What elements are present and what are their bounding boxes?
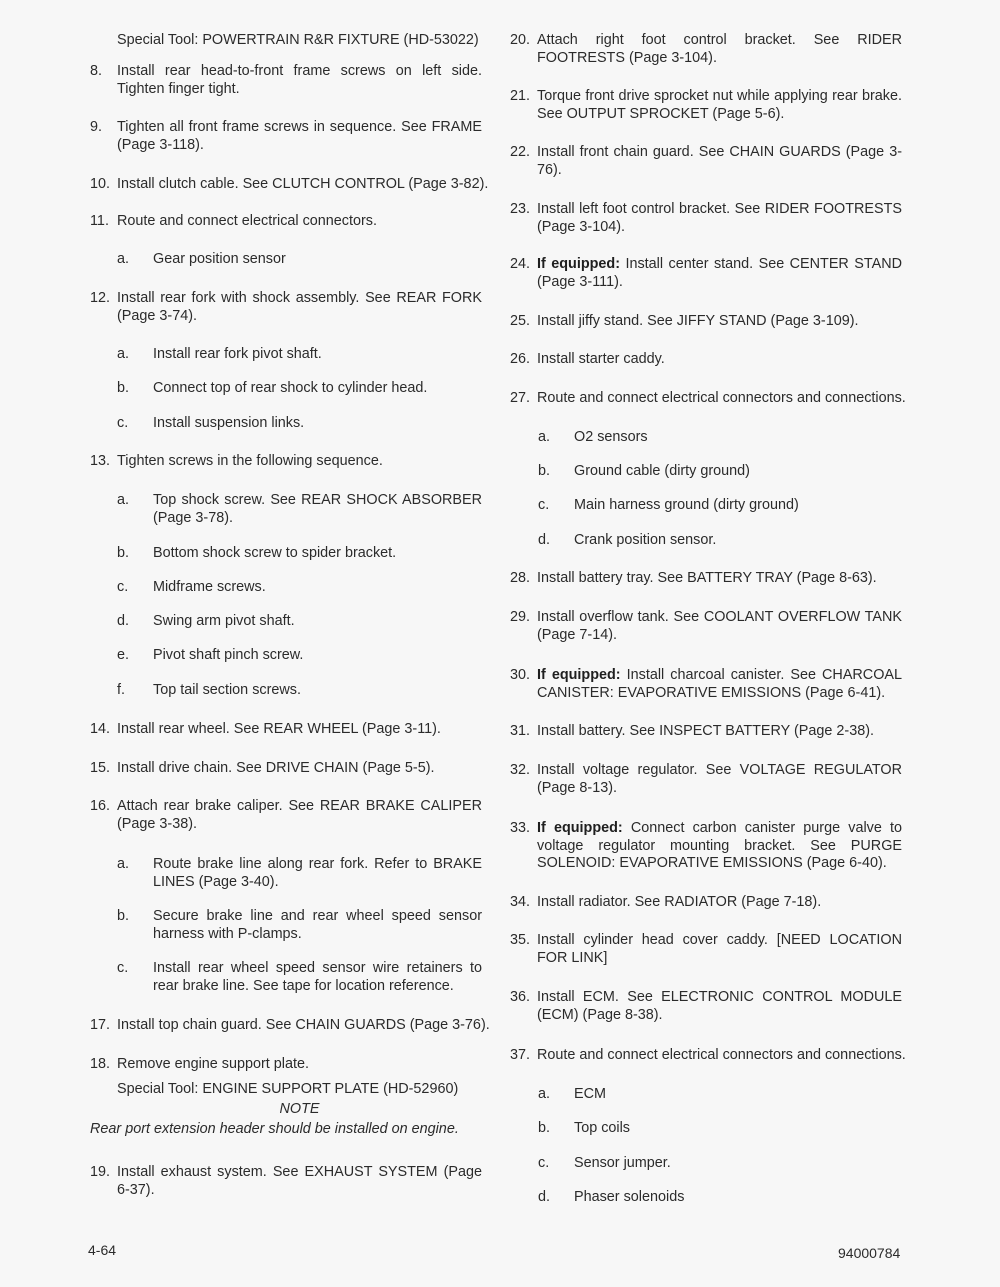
step-19 bbox=[90, 1164, 482, 1199]
step-11 bbox=[90, 213, 482, 231]
step-14 bbox=[90, 721, 482, 739]
step-text: Install left foot control bracket. See RIDER FOOTRESTS (Page 3-104). bbox=[537, 201, 902, 235]
if-equipped-label: If equipped: bbox=[537, 820, 623, 836]
substep-letter: d. bbox=[538, 532, 551, 548]
substep-text: Secure brake line and rear wheel speed sensor harness with P-clamps. bbox=[153, 908, 482, 942]
substep-12a bbox=[117, 346, 482, 364]
substep-16c bbox=[117, 960, 482, 995]
step-text: Install exhaust system. See EXHAUST SYSTEM (Page 6-37). bbox=[117, 1164, 482, 1198]
substep-letter: a. bbox=[538, 429, 551, 445]
step-text: Torque front drive sprocket nut while applying rear brake. See OUTPUT SPROCKET (Page 5-6). bbox=[537, 88, 902, 122]
step-24 bbox=[510, 256, 902, 291]
step-number: 11. bbox=[90, 213, 109, 229]
substep-letter: d. bbox=[117, 613, 130, 629]
step-number: 34. bbox=[510, 894, 531, 910]
substep-text: Top coils bbox=[574, 1120, 630, 1136]
step-text: Remove engine support plate. bbox=[117, 1056, 309, 1072]
if-equipped-label: If equipped: bbox=[537, 256, 620, 272]
step-34 bbox=[510, 894, 902, 912]
substep-27c bbox=[538, 497, 902, 515]
substep-text: Ground cable (dirty ground) bbox=[574, 463, 750, 479]
step-text-rest: Connect carbon canister purge valve to voltage regulator mounting bracket. See PURGE SOLENOID: EVAPORATIVE EMISSIONS (Page 6-40). bbox=[537, 820, 902, 871]
step-36 bbox=[510, 989, 902, 1024]
substep-37d bbox=[538, 1189, 902, 1207]
substep-letter: c. bbox=[538, 1155, 550, 1171]
step-30 bbox=[510, 667, 902, 702]
substep-text: Sensor jumper. bbox=[574, 1155, 671, 1171]
substep-16b bbox=[117, 908, 482, 943]
step-text: Attach rear brake caliper. See REAR BRAKE CALIPER (Page 3-38). bbox=[117, 798, 482, 832]
substep-12c bbox=[117, 415, 482, 433]
substep-letter: a. bbox=[117, 492, 130, 508]
step-number: 22. bbox=[510, 144, 531, 160]
substep-text: Install suspension links. bbox=[153, 415, 305, 431]
step-text-rest: Install charcoal canister. See CHARCOAL CANISTER: EVAPORATIVE EMISSIONS (Page 6-41). bbox=[537, 667, 902, 701]
substep-13f bbox=[117, 682, 482, 700]
step-text: Install battery. See INSPECT BATTERY (Page 2-38). bbox=[537, 723, 874, 739]
step-text: Install rear fork with shock assembly. See REAR FORK (Page 3-74). bbox=[117, 290, 482, 324]
step-21 bbox=[510, 88, 902, 123]
substep-13e bbox=[117, 647, 482, 665]
substep-letter: b. bbox=[538, 1120, 551, 1136]
step-number: 12. bbox=[90, 290, 111, 306]
substep-text: Install rear fork pivot shaft. bbox=[153, 346, 322, 362]
step-number: 19. bbox=[90, 1164, 111, 1180]
step-22 bbox=[510, 144, 902, 179]
substep-letter: c. bbox=[117, 415, 129, 431]
step-text: Attach right foot control bracket. See RIDER FOOTRESTS (Page 3-104). bbox=[537, 32, 902, 66]
step-35 bbox=[510, 932, 902, 967]
step-12 bbox=[90, 290, 482, 325]
special-tool-powertrain: Special Tool: POWERTRAIN R&R FIXTURE (HD-53022) bbox=[117, 32, 479, 48]
substep-13c bbox=[117, 579, 482, 597]
substep-letter: c. bbox=[117, 960, 129, 976]
substep-letter: b. bbox=[538, 463, 551, 479]
substep-letter: a. bbox=[117, 856, 130, 872]
substep-27a bbox=[538, 429, 902, 447]
step-number: 30. bbox=[510, 667, 531, 683]
substep-text: Swing arm pivot shaft. bbox=[153, 613, 295, 629]
step-text: Install battery tray. See BATTERY TRAY (Page 8-63). bbox=[537, 570, 877, 586]
step-20 bbox=[510, 32, 902, 67]
step-number: 15. bbox=[90, 760, 111, 776]
step-number: 10. bbox=[90, 176, 111, 192]
step-number: 26. bbox=[510, 351, 531, 367]
step-number: 8. bbox=[90, 63, 103, 79]
step-text: Install cylinder head cover caddy. [NEED LOCATION FOR LINK] bbox=[537, 932, 902, 966]
substep-text: Top tail section screws. bbox=[153, 682, 301, 698]
step-31 bbox=[510, 723, 902, 741]
substep-letter: c. bbox=[117, 579, 129, 595]
step-23 bbox=[510, 201, 902, 236]
step-32 bbox=[510, 762, 902, 797]
step-text: Install ECM. See ELECTRONIC CONTROL MODULE (ECM) (Page 8-38). bbox=[537, 989, 902, 1023]
step-number: 31. bbox=[510, 723, 531, 739]
substep-16a bbox=[117, 856, 482, 891]
substep-letter: a. bbox=[117, 346, 130, 362]
step-15 bbox=[90, 760, 482, 778]
step-number: 37. bbox=[510, 1047, 531, 1063]
step-16 bbox=[90, 798, 482, 833]
step-text: Install jiffy stand. See JIFFY STAND (Page 3-109). bbox=[537, 313, 859, 329]
step-number: 25. bbox=[510, 313, 531, 329]
substep-37c bbox=[538, 1155, 902, 1173]
step-8 bbox=[90, 63, 482, 98]
step-text bbox=[537, 820, 902, 873]
substep-letter: f. bbox=[117, 682, 125, 698]
special-tool-engine-support: Special Tool: ENGINE SUPPORT PLATE (HD-52960) bbox=[117, 1081, 459, 1097]
step-text: Install radiator. See RADIATOR (Page 7-18). bbox=[537, 894, 822, 910]
step-number: 29. bbox=[510, 609, 531, 625]
step-number: 24. bbox=[510, 256, 531, 272]
substep-13b bbox=[117, 545, 482, 563]
step-text: Install drive chain. See DRIVE CHAIN (Page 5-5). bbox=[117, 760, 435, 776]
substep-11a bbox=[117, 251, 482, 269]
step-27 bbox=[510, 390, 906, 408]
step-9 bbox=[90, 119, 482, 154]
step-text bbox=[537, 667, 902, 702]
step-number: 13. bbox=[90, 453, 111, 469]
step-number: 21. bbox=[510, 88, 531, 104]
substep-text: Connect top of rear shock to cylinder head. bbox=[153, 380, 428, 396]
note-text: Rear port extension header should be installed on engine. bbox=[90, 1121, 459, 1137]
substep-text: Midframe screws. bbox=[153, 579, 266, 595]
step-text: Install rear wheel. See REAR WHEEL (Page 3-11). bbox=[117, 721, 441, 737]
step-number: 28. bbox=[510, 570, 531, 586]
step-text-rest: Install center stand. See CENTER STAND (Page 3-111). bbox=[537, 256, 902, 290]
substep-text: Main harness ground (dirty ground) bbox=[574, 497, 799, 513]
step-number: 20. bbox=[510, 32, 531, 48]
substep-letter: b. bbox=[117, 545, 130, 561]
step-text: Install voltage regulator. See VOLTAGE REGULATOR (Page 8-13). bbox=[537, 762, 902, 796]
substep-27d bbox=[538, 532, 902, 550]
step-number: 33. bbox=[510, 820, 531, 836]
step-number: 17. bbox=[90, 1017, 111, 1033]
step-number: 9. bbox=[90, 119, 103, 135]
step-number: 18. bbox=[90, 1056, 111, 1072]
substep-letter: e. bbox=[117, 647, 130, 663]
step-text: Install top chain guard. See CHAIN GUARDS (Page 3-76). bbox=[117, 1017, 490, 1033]
step-26 bbox=[510, 351, 902, 369]
substep-letter: c. bbox=[538, 497, 550, 513]
document-number: 94000784 bbox=[838, 1245, 901, 1261]
step-text: Route and connect electrical connectors and connections. bbox=[537, 1047, 906, 1063]
substep-text: Phaser solenoids bbox=[574, 1189, 685, 1205]
substep-letter: d. bbox=[538, 1189, 551, 1205]
step-13 bbox=[90, 453, 482, 471]
substep-37b bbox=[538, 1120, 902, 1138]
step-text: Route and connect electrical connectors. bbox=[117, 213, 377, 229]
step-number: 14. bbox=[90, 721, 111, 737]
substep-text: Install rear wheel speed sensor wire retainers to rear brake line. See tape for location reference. bbox=[153, 960, 482, 994]
step-text: Install overflow tank. See COOLANT OVERFLOW TANK (Page 7-14). bbox=[537, 609, 902, 643]
step-text: Tighten screws in the following sequence. bbox=[117, 453, 383, 469]
step-25 bbox=[510, 313, 902, 331]
substep-text: Bottom shock screw to spider bracket. bbox=[153, 545, 397, 561]
if-equipped-label: If equipped: bbox=[537, 667, 621, 683]
substep-37a bbox=[538, 1086, 902, 1104]
substep-text: ECM bbox=[574, 1086, 606, 1102]
step-text: Install front chain guard. See CHAIN GUARDS (Page 3-76). bbox=[537, 144, 902, 178]
substep-12b bbox=[117, 380, 482, 398]
step-text bbox=[537, 256, 902, 291]
step-number: 27. bbox=[510, 390, 531, 406]
substep-text: Gear position sensor bbox=[153, 251, 286, 267]
step-17 bbox=[90, 1017, 490, 1035]
substep-letter: a. bbox=[538, 1086, 551, 1102]
step-28 bbox=[510, 570, 902, 588]
step-number: 35. bbox=[510, 932, 531, 948]
step-10 bbox=[90, 176, 489, 194]
substep-letter: a. bbox=[117, 251, 130, 267]
substep-text: Pivot shaft pinch screw. bbox=[153, 647, 304, 663]
substep-letter: b. bbox=[117, 908, 130, 924]
step-33 bbox=[510, 820, 902, 873]
substep-27b bbox=[538, 463, 902, 481]
step-number: 23. bbox=[510, 201, 531, 217]
step-number: 32. bbox=[510, 762, 531, 778]
step-number: 16. bbox=[90, 798, 111, 814]
page-number: 4-64 bbox=[88, 1242, 117, 1258]
substep-text: O2 sensors bbox=[574, 429, 648, 445]
step-29 bbox=[510, 609, 902, 644]
step-number: 36. bbox=[510, 989, 531, 1005]
substep-text: Crank position sensor. bbox=[574, 532, 717, 548]
substep-13a bbox=[117, 492, 482, 527]
substep-text: Route brake line along rear fork. Refer to BRAKE LINES (Page 3-40). bbox=[153, 856, 482, 890]
step-37 bbox=[510, 1047, 906, 1065]
substep-text: Top shock screw. See REAR SHOCK ABSORBER (Page 3-78). bbox=[153, 492, 482, 526]
step-text: Install clutch cable. See CLUTCH CONTROL (Page 3-82). bbox=[117, 176, 489, 192]
step-text: Install rear head-to-front frame screws on left side. Tighten finger tight. bbox=[117, 63, 482, 97]
substep-letter: b. bbox=[117, 380, 130, 396]
substep-13d bbox=[117, 613, 482, 631]
step-text: Tighten all front frame screws in sequence. See FRAME (Page 3-118). bbox=[117, 119, 482, 153]
step-text: Install starter caddy. bbox=[537, 351, 665, 367]
note-heading: NOTE bbox=[279, 1101, 320, 1117]
step-text: Route and connect electrical connectors and connections. bbox=[537, 390, 906, 406]
step-18 bbox=[90, 1056, 482, 1074]
